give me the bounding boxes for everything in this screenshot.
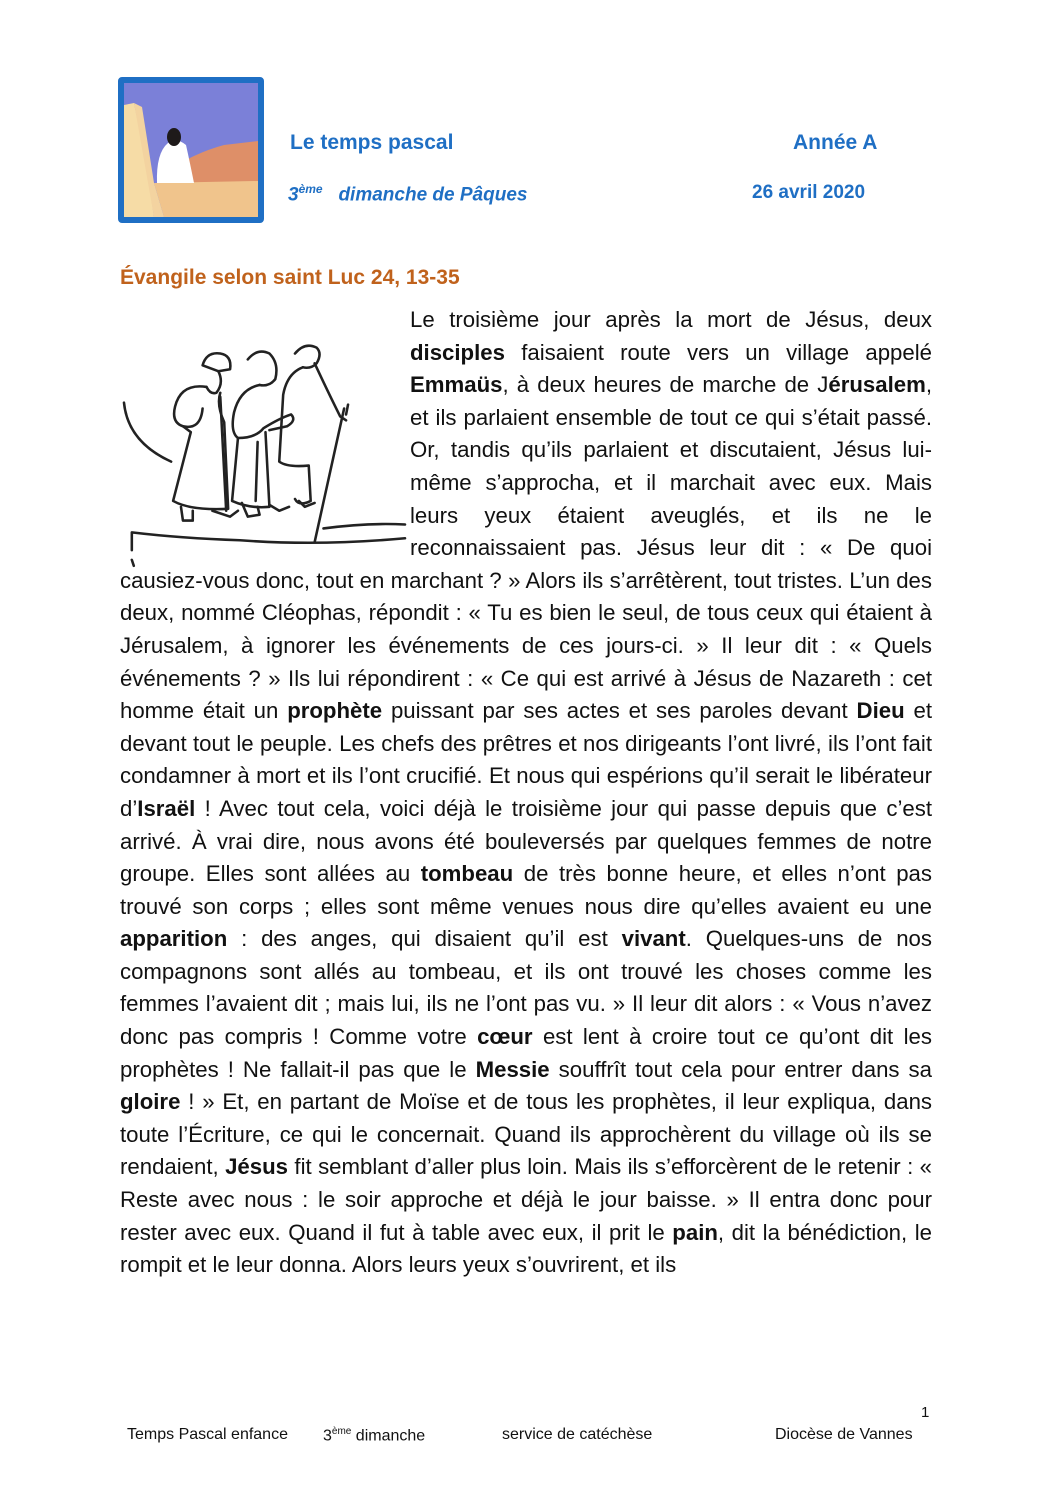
sunday-ordinal-suffix: ème [298, 182, 323, 196]
text-segment: . Quelques-uns de nos compagnons sont allés au tombeau, et ils ont trouvé les choses comme les femmes l’avaient dit ; mais lui, ils ne l’ont pas vu. » Il leur dit alors : « Vous n’avez donc pas compris ! Comme votre [120, 926, 932, 1050]
footer-left: Temps Pascal enfance [127, 1426, 288, 1443]
season-title: Le temps pascal [290, 131, 454, 154]
text-segment: puissant par ses actes et ses paroles devant [382, 698, 857, 724]
sunday-rest: dimanche de Pâques [338, 184, 528, 206]
highlighted-word: prophète [287, 698, 383, 724]
sunday-number: 3 [288, 184, 299, 206]
text-segment: , à deux heures de marche de J [502, 372, 829, 398]
text-segment: , et ils parlaient ensemble de tout ce qui s’était passé. Or, tandis qu’ils parlaient et discutaient, Jésus lui-même s’approcha, et il marchait avec eux. Mais leurs yeux étaient aveuglés, et ils ne le reconnaissaient pas. Jésus leur dit : « De quoi causiez-vous donc, tout en marchant ? » Alors ils s’arrêtèrent, tout tristes. L’un des deux, nommé Cléophas, répondit : « Tu es bien le seul, de tous ceux qui étaient à Jérusalem, à ignorer les événements de ces jours-ci. » Il leur dit : « Quels événements ? » Ils lui répondirent : « Ce qui est arrivé à Jésus de Nazareth : cet homme était un [120, 372, 932, 724]
gospel-text [120, 304, 932, 1282]
sunday-label [288, 182, 527, 206]
highlighted-word: pain [672, 1219, 718, 1245]
text-segment: souffrît tout cela pour entrer dans sa [549, 1056, 932, 1082]
highlighted-word: vivant [621, 926, 686, 952]
page-number: 1 [921, 1404, 930, 1421]
text-segment: de très bonne heure, et elles n’ont pas trouvé son corps ; elles sont même venues nous dire qu’elles avaient eu une [120, 861, 932, 919]
header-logo-image [118, 77, 264, 223]
date: 26 avril 2020 [752, 182, 866, 203]
highlighted-word: gloire [120, 1089, 181, 1115]
text-segment: est lent à croire tout ce qu’ont dit les prophètes ! Ne fallait-il pas que le [120, 1024, 932, 1082]
highlighted-word: Dieu [856, 698, 905, 724]
text-segment: ! Avec tout cela, voici déjà le troisième jour qui passe depuis que c’est arrivé. À vrai dire, nous avons été bouleversés par quelques femmes de notre groupe. Elles sont allées au [120, 795, 932, 887]
illustration-spacer [120, 304, 410, 564]
text-segment: fit semblant d’aller plus loin. Mais ils s’efforcèrent de le retenir : « Reste avec nous : le soir approche et déjà le jour baisse. » Il entra donc pour rester avec eux. Quand il fut à table avec eux, il prit le [120, 1154, 932, 1245]
footer-center: service de catéchèse [502, 1426, 653, 1443]
highlighted-word: érusalem [828, 372, 926, 398]
footer-sunday-rest: dimanche [351, 1427, 426, 1445]
highlighted-word: cœur [477, 1024, 533, 1050]
highlighted-word: apparition [120, 926, 228, 952]
gospel-title: Évangile selon saint Luc 24, 13-35 [120, 266, 460, 289]
footer-sunday-number: 3 [323, 1427, 332, 1445]
highlighted-word: disciples [410, 339, 505, 365]
text-segment: , dit la bénédiction, le rompit et le leur donna. Alors leurs yeux s’ouvrirent, et ils [120, 1219, 932, 1278]
footer-sunday [323, 1426, 425, 1445]
highlighted-word: Jésus [225, 1154, 289, 1180]
highlighted-word: Emmaüs [410, 372, 503, 398]
text-segment: : des anges, qui disaient qu’il est [227, 926, 622, 952]
highlighted-word: tombeau [420, 861, 514, 887]
text-segment: Le troisième jour après la mort de Jésus, deux [410, 307, 932, 332]
text-segment: et devant tout le peuple. Les chefs des prêtres et nos dirigeants l’ont livré, ils l’ont fait condamner à mort et ils l’ont crucifié. Et nous qui espérions qu’il serait le libérateur d’ [120, 698, 933, 821]
footer-sunday-suffix: ème [331, 1426, 352, 1437]
footer-right: Diocèse de Vannes [775, 1426, 913, 1443]
text-segment: ! » Et, en partant de Moïse et de tous les prophètes, il leur expliqua, dans toute l’Écriture, ce qui le concernait. Quand ils approchèrent du village où ils se rendaient, [120, 1089, 932, 1180]
text-segment: faisaient route vers un village appelé [504, 339, 932, 365]
highlighted-word: Messie [475, 1056, 550, 1082]
liturgical-year: Année A [793, 131, 878, 154]
highlighted-word: Israël [137, 795, 196, 821]
